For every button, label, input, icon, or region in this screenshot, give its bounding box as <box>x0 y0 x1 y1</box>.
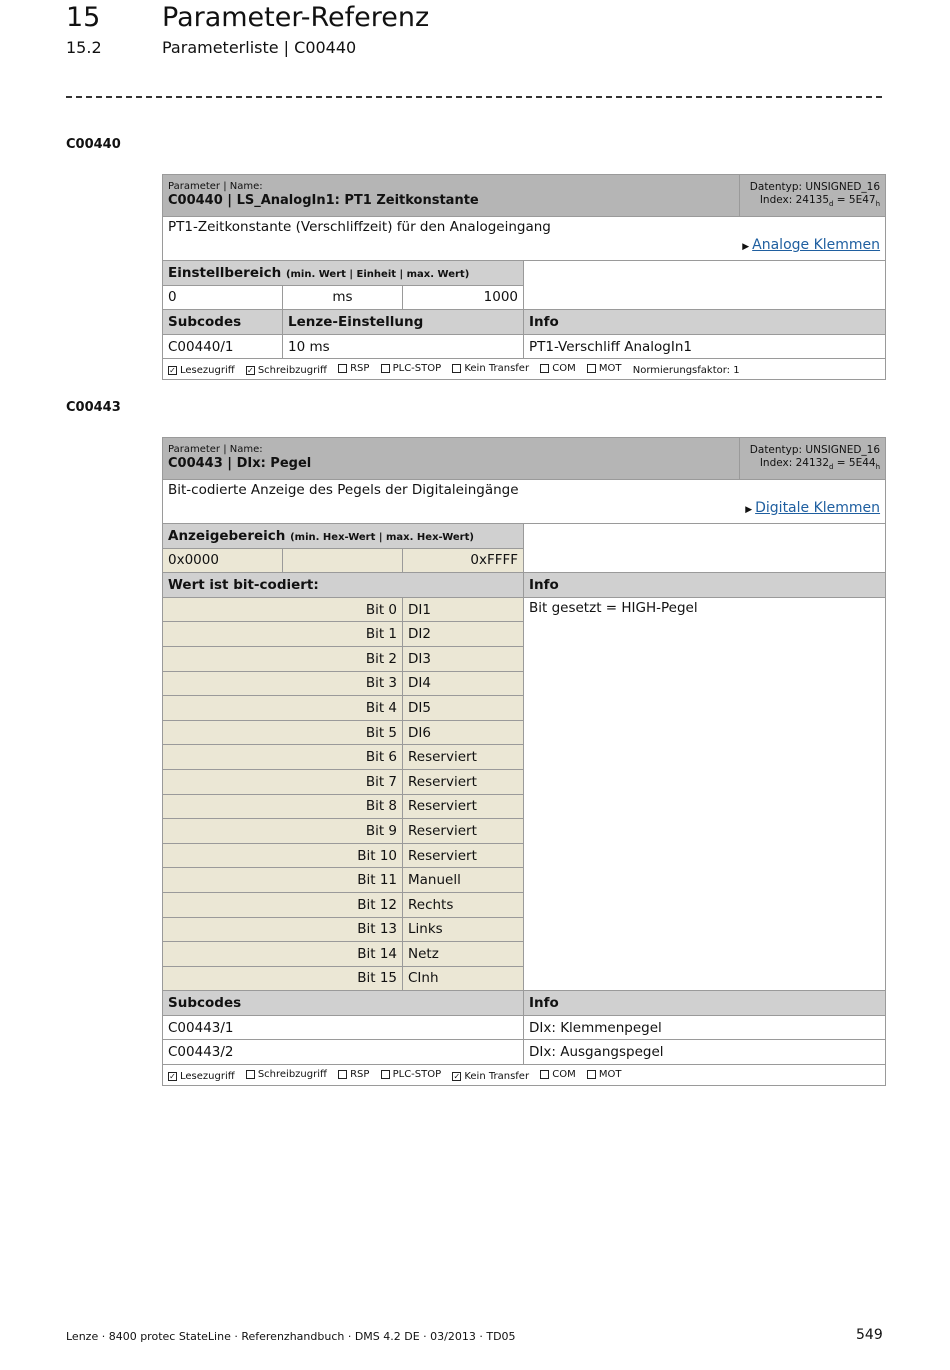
range-empty-cell <box>524 261 886 310</box>
subcodes-header: Subcodes <box>163 310 283 335</box>
param-name: C00440 | LS_AnalogIn1: PT1 Zeitkonstante <box>168 193 479 208</box>
link-line <box>168 237 880 253</box>
bit-number: Bit 7 <box>163 769 403 794</box>
bit-name: DI4 <box>403 671 524 696</box>
bit-name: DI6 <box>403 720 524 745</box>
param-name-cell <box>163 438 740 480</box>
bit-name: Reserviert <box>403 745 524 770</box>
flag-rsp: RSP <box>338 363 369 374</box>
subcodes-header: Subcodes <box>163 991 524 1016</box>
bit-number: Bit 11 <box>163 868 403 893</box>
checkbox-icon: ✓ <box>169 1071 176 1081</box>
page-number: 549 <box>856 1327 883 1343</box>
flag-plc-stop: PLC-STOP <box>381 363 442 374</box>
triangle-right-icon: ▶ <box>745 505 753 515</box>
bit-number: Bit 14 <box>163 942 403 967</box>
datatype: Datentyp: UNSIGNED_16 <box>749 181 881 193</box>
scaling-factor: Normierungsfaktor: 1 <box>632 364 740 376</box>
bit-number: Bit 1 <box>163 622 403 647</box>
flag-rsp: RSP <box>338 1069 369 1080</box>
bit-row <box>163 597 886 622</box>
checkbox-icon <box>381 1070 390 1079</box>
bit-number: Bit 0 <box>163 597 403 622</box>
bit-name: Reserviert <box>403 794 524 819</box>
range-unit: ms <box>283 285 403 310</box>
description-cell <box>163 217 886 261</box>
lenze-setting-header: Lenze-Einstellung <box>283 310 524 335</box>
bit-number: Bit 2 <box>163 646 403 671</box>
range-min: 0x0000 <box>163 548 283 573</box>
checkbox-icon <box>587 364 596 373</box>
checkbox-icon <box>381 364 390 373</box>
checkbox-icon: ✓ <box>246 365 254 375</box>
bit-name: CInh <box>403 966 524 991</box>
range-min: 0 <box>163 285 283 310</box>
flag-com: COM <box>540 1069 575 1080</box>
subcode-info: DIx: Ausgangspegel <box>524 1040 886 1065</box>
bit-name: DI1 <box>403 597 524 622</box>
bitcoded-header: Wert ist bit-codiert: <box>163 573 524 598</box>
flag-read: ✓ Lesezugriff <box>169 364 235 376</box>
subcode-info: PT1-Verschliff AnalogIn1 <box>524 334 886 359</box>
checkbox-icon <box>587 1070 596 1079</box>
info-header: Info <box>524 991 886 1016</box>
bit-number: Bit 15 <box>163 966 403 991</box>
section-title: Parameterliste | C00440 <box>162 38 357 57</box>
subcode-code: C00443/2 <box>163 1040 524 1065</box>
flag-mot: MOT <box>587 1069 622 1080</box>
bit-name: Netz <box>403 942 524 967</box>
flag-mot: MOT <box>587 363 622 374</box>
checkbox-icon <box>338 1070 347 1079</box>
bit-info: Bit gesetzt = HIGH-Pegel <box>524 597 886 991</box>
chapter-title: Parameter-Referenz <box>162 2 430 33</box>
param-name-caption: Parameter | Name: <box>168 444 263 455</box>
bit-name: DI3 <box>403 646 524 671</box>
description-cell <box>163 480 886 524</box>
info-header: Info <box>524 573 886 598</box>
range-header: Anzeigebereich (min. Hex-Wert | max. Hex-Wert) <box>163 524 524 549</box>
param-section-label: C00443 <box>66 400 121 415</box>
range-max: 1000 <box>403 285 524 310</box>
section-number: 15.2 <box>66 38 102 57</box>
range-header: Einstellbereich (min. Wert | Einheit | max. Wert) <box>163 261 524 286</box>
bit-name: DI2 <box>403 622 524 647</box>
flag-plc-stop: PLC-STOP <box>381 1069 442 1080</box>
checkbox-icon: ✓ <box>169 365 176 375</box>
flags-row <box>163 359 886 380</box>
param-name: C00443 | DIx: Pegel <box>168 456 312 471</box>
flags-row <box>163 1065 886 1086</box>
bit-number: Bit 5 <box>163 720 403 745</box>
triangle-right-icon: ▶ <box>742 242 750 252</box>
subcode-code: C00443/1 <box>163 1015 524 1040</box>
bit-name: Reserviert <box>403 769 524 794</box>
flag-read: ✓ Lesezugriff <box>169 1070 235 1082</box>
bit-name: DI5 <box>403 696 524 721</box>
bit-number: Bit 4 <box>163 696 403 721</box>
flag-no-transfer: Kein Transfer <box>452 363 529 374</box>
checkbox-icon <box>540 364 549 373</box>
bit-number: Bit 12 <box>163 892 403 917</box>
index: Index: $24132_d = 5E44_h$ <box>759 457 881 472</box>
param-section-label: C00440 <box>66 137 121 152</box>
bit-number: Bit 3 <box>163 671 403 696</box>
range-max: 0xFFFF <box>403 548 524 573</box>
bit-number: Bit 8 <box>163 794 403 819</box>
datatype-cell <box>740 175 886 217</box>
page-footer: Lenze · 8400 protec StateLine · Referenzhandbuch · DMS 4.2 DE · 03/2013 · TD05 <box>66 1330 516 1343</box>
range-spacer <box>283 548 403 573</box>
bit-name: Reserviert <box>403 819 524 844</box>
description: PT1-Zeitkonstante (Verschliffzeit) für den Analogeingang <box>168 219 551 235</box>
chapter-number: 15 <box>66 2 101 33</box>
range-empty-cell <box>524 524 886 573</box>
bit-number: Bit 9 <box>163 819 403 844</box>
datatype-cell <box>740 438 886 480</box>
bit-name: Reserviert <box>403 843 524 868</box>
checkbox-icon <box>338 364 347 373</box>
param-table-c00443 <box>162 437 886 1086</box>
subcode-info: DIx: Klemmenpegel <box>524 1015 886 1040</box>
index: Index: $24135_d = 5E47_h$ <box>759 194 881 209</box>
param-name-cell <box>163 175 740 217</box>
flag-com: COM <box>540 363 575 374</box>
subcode-code: C00440/1 <box>163 334 283 359</box>
bit-number: Bit 10 <box>163 843 403 868</box>
param-table-c00440 <box>162 174 886 380</box>
bit-number: Bit 13 <box>163 917 403 942</box>
bit-name: Manuell <box>403 868 524 893</box>
header-divider <box>66 96 882 98</box>
flag-no-transfer: ✓ Kein Transfer <box>453 1070 530 1082</box>
param-name-caption: Parameter | Name: <box>168 181 263 192</box>
analog-terminals-link[interactable]: Analoge Klemmen <box>752 237 881 253</box>
bit-name: Rechts <box>403 892 524 917</box>
datatype: Datentyp: UNSIGNED_16 <box>749 444 881 456</box>
bit-number: Bit 6 <box>163 745 403 770</box>
checkbox-icon <box>452 364 461 373</box>
checkbox-icon <box>540 1070 549 1079</box>
link-line <box>168 500 880 516</box>
flag-write: Schreibzugriff <box>246 1069 327 1080</box>
digital-terminals-link[interactable]: Digitale Klemmen <box>755 500 881 516</box>
info-header: Info <box>524 310 886 335</box>
subcode-setting: 10 ms <box>283 334 524 359</box>
checkbox-icon: ✓ <box>453 1071 461 1081</box>
description: Bit-codierte Anzeige des Pegels der Digitaleingänge <box>168 482 519 498</box>
flag-write: ✓ Schreibzugriff <box>246 364 327 376</box>
checkbox-icon <box>246 1070 255 1079</box>
bit-name: Links <box>403 917 524 942</box>
